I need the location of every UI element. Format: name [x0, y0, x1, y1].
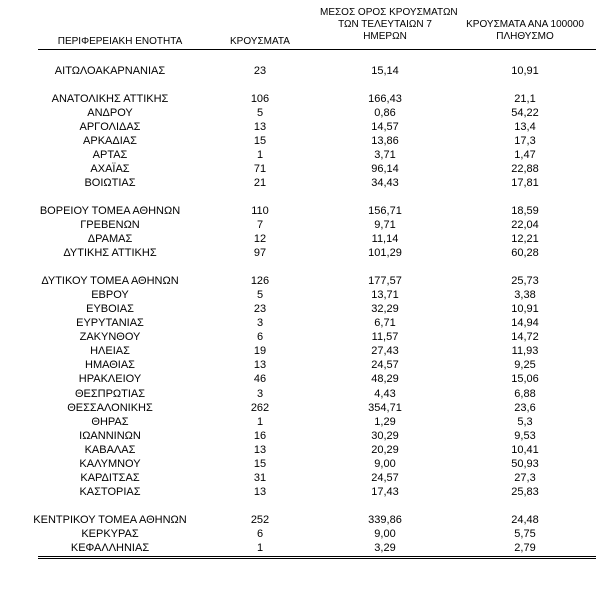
region-cell: ΘΕΣΠΡΩΤΙΑΣ — [74, 387, 146, 400]
per100k-cell: 60,28 — [511, 247, 539, 260]
cases-cell: 262 — [250, 401, 270, 414]
avg-cell: 20,29 — [371, 443, 399, 456]
avg-cell: 0,86 — [374, 106, 396, 119]
cases-cell: 7 — [256, 218, 264, 231]
header-region: ΠΕΡΙΦΕΡΕΙΑΚΗ ΕΝΟΤΗΤΑ — [57, 36, 183, 47]
cases-cell: 1 — [256, 415, 264, 428]
per100k-cell: 10,91 — [511, 302, 539, 315]
region-cell: ΚΑΛΥΜΝΟΥ — [79, 458, 141, 470]
avg-cell: 11,57 — [371, 331, 399, 344]
avg-cell: 166,43 — [368, 92, 402, 105]
table-row — [0, 344, 600, 358]
cases-cell: 15 — [253, 458, 267, 470]
cases-cell: 6 — [256, 527, 264, 540]
table-row — [0, 415, 600, 429]
region-cell: ΓΡΕΒΕΝΩΝ — [80, 218, 140, 231]
per100k-cell: 9,53 — [514, 429, 536, 442]
region-cell: ΑΙΤΩΛΟΑΚΑΡΝΑΝΙΑΣ — [54, 65, 166, 77]
cases-cell: 21 — [253, 177, 267, 190]
header-avg-line1: ΜΕΣΟΣ ΟΡΟΣ ΚΡΟΥΣΜΑΤΩΝ — [320, 7, 458, 18]
cases-cell: 13 — [253, 359, 267, 372]
table-row — [0, 372, 600, 386]
per100k-cell: 24,48 — [511, 513, 539, 526]
cases-cell: 1 — [256, 542, 264, 554]
table-row — [0, 92, 600, 106]
region-cell: ΚΑΡΔΙΤΣΑΣ — [80, 472, 140, 485]
table-row — [0, 358, 600, 372]
cases-cell: 16 — [253, 429, 267, 442]
header-avg-line3: ΗΜΕΡΩΝ — [363, 31, 407, 42]
per100k-cell: 54,22 — [511, 106, 539, 119]
region-cell: ΑΡΓΟΛΙΔΑΣ — [79, 120, 141, 133]
cases-cell: 5 — [256, 106, 264, 119]
region-cell: ΘΕΣΣΑΛΟΝΙΚΗΣ — [67, 401, 153, 414]
cases-cell: 97 — [253, 247, 267, 260]
region-cell: ΙΩΑΝΝΙΝΩΝ — [79, 429, 141, 442]
per100k-cell: 23,6 — [514, 401, 536, 414]
per100k-cell: 27,3 — [514, 472, 536, 485]
avg-cell: 27,43 — [371, 345, 399, 358]
per100k-cell: 17,81 — [511, 177, 539, 190]
per100k-cell: 22,04 — [511, 218, 539, 231]
cases-cell: 13 — [253, 443, 267, 456]
table-row — [0, 471, 600, 485]
avg-cell: 11,14 — [371, 233, 399, 245]
cases-cell: 106 — [250, 92, 270, 105]
region-cell: ΑΡΚΑΔΙΑΣ — [83, 134, 137, 147]
avg-cell: 9,00 — [374, 527, 396, 540]
cases-cell: 46 — [253, 373, 267, 386]
per100k-cell: 21,1 — [514, 92, 536, 105]
per100k-cell: 10,41 — [511, 443, 539, 456]
per100k-cell: 5,75 — [514, 527, 536, 540]
table-row — [0, 429, 600, 443]
per100k-cell: 1,47 — [514, 149, 536, 161]
cases-cell: 3 — [256, 387, 264, 400]
table-row — [0, 485, 600, 499]
per100k-cell: 13,4 — [514, 120, 536, 133]
table-row — [0, 401, 600, 415]
avg-cell: 101,29 — [368, 247, 402, 260]
region-cell: ΑΧΑΪΑΣ — [90, 163, 130, 176]
table-row — [0, 134, 600, 148]
avg-cell: 1,29 — [374, 415, 396, 428]
table-row — [0, 541, 600, 555]
region-cell: ΗΡΑΚΛΕΙΟΥ — [78, 373, 142, 386]
per100k-cell: 17,3 — [514, 134, 536, 147]
per100k-cell: 9,25 — [514, 359, 536, 372]
avg-cell: 3,71 — [374, 149, 396, 161]
table-row — [0, 288, 600, 302]
region-cell: ΕΒΡΟΥ — [91, 288, 129, 301]
per100k-cell: 14,72 — [511, 331, 539, 344]
cases-cell: 3 — [256, 317, 264, 329]
avg-cell: 9,00 — [374, 458, 396, 470]
cases-cell: 15 — [253, 134, 267, 147]
footer-rule-bottom — [38, 558, 596, 559]
avg-cell: 48,29 — [371, 373, 399, 386]
avg-cell: 96,14 — [371, 163, 399, 176]
per100k-cell: 18,59 — [511, 204, 539, 217]
region-cell: ΘΗΡΑΣ — [91, 415, 129, 428]
table-row — [0, 106, 600, 120]
cases-cell: 6 — [256, 331, 264, 344]
avg-cell: 17,43 — [371, 486, 399, 499]
avg-cell: 24,57 — [371, 472, 399, 485]
region-cell: ΚΑΣΤΟΡΙΑΣ — [79, 486, 141, 499]
table-row — [0, 457, 600, 471]
avg-cell: 34,43 — [371, 177, 399, 190]
region-cell: ΗΜΑΘΙΑΣ — [85, 359, 135, 372]
header-per100k-line1: ΚΡΟΥΣΜΑΤΑ ΑΝΑ 100000 — [466, 19, 584, 30]
avg-cell: 9,71 — [374, 218, 396, 231]
footer-rule-top — [38, 556, 596, 557]
region-cell: ΑΝΑΤΟΛΙΚΗΣ ΑΤΤΙΚΗΣ — [51, 92, 169, 105]
cases-cell: 126 — [250, 274, 270, 287]
avg-cell: 3,29 — [374, 542, 396, 554]
avg-cell: 6,71 — [374, 317, 396, 329]
table-row — [0, 176, 600, 190]
avg-cell: 339,86 — [368, 513, 402, 526]
region-cell: ΒΟΙΩΤΙΑΣ — [84, 177, 136, 190]
per100k-cell: 25,73 — [511, 274, 539, 287]
header-per100k-line2: ΠΛΗΘΥΣΜΟ — [496, 31, 554, 42]
cases-cell: 1 — [256, 149, 264, 161]
region-cell: ΕΥΡΥΤΑΝΙΑΣ — [76, 317, 144, 329]
region-cell: ΚΕΦΑΛΛΗΝΙΑΣ — [70, 542, 150, 554]
region-cell: ΕΥΒΟΙΑΣ — [86, 302, 134, 315]
avg-cell: 177,57 — [368, 274, 402, 287]
region-cell: ΑΡΤΑΣ — [92, 149, 128, 161]
avg-cell: 13,86 — [371, 134, 399, 147]
cases-cell: 110 — [251, 204, 269, 217]
per100k-cell: 11,93 — [511, 345, 539, 358]
cases-cell: 5 — [256, 288, 264, 301]
region-cell: ΚΕΝΤΡΙΚΟΥ ΤΟΜΕΑ ΑΘΗΝΩΝ — [33, 513, 187, 526]
avg-cell: 15,14 — [371, 65, 399, 77]
avg-cell: 14,57 — [371, 120, 399, 133]
table-row — [0, 162, 600, 176]
region-cell: ΔΡΑΜΑΣ — [87, 233, 133, 245]
per100k-cell: 10,91 — [511, 65, 539, 77]
per100k-cell: 22,88 — [511, 163, 539, 176]
avg-cell: 156,71 — [368, 204, 402, 217]
region-cell: ΔΥΤΙΚΗΣ ΑΤΤΙΚΗΣ — [63, 247, 157, 260]
table-row — [0, 387, 600, 401]
per100k-cell: 15,06 — [511, 373, 539, 386]
region-cell: ΖΑΚΥΝΘΟΥ — [79, 331, 141, 344]
per100k-cell: 12,21 — [511, 233, 539, 245]
table-row — [0, 513, 600, 527]
region-cell: ΗΛΕΙΑΣ — [90, 345, 130, 358]
table-row — [0, 64, 600, 78]
table-row — [0, 316, 600, 330]
table-row — [0, 232, 600, 246]
per100k-cell: 14,94 — [511, 317, 539, 329]
per100k-cell: 6,88 — [514, 387, 536, 400]
cases-cell: 252 — [250, 513, 270, 526]
header-avg-line2: ΤΩΝ ΤΕΛΕΥΤΑΙΩΝ 7 — [338, 19, 432, 30]
cases-cell: 23 — [253, 302, 267, 315]
per100k-cell: 2,79 — [514, 542, 536, 554]
table-row — [0, 246, 600, 260]
avg-cell: 24,57 — [371, 359, 399, 372]
per100k-cell: 25,83 — [511, 486, 539, 499]
avg-cell: 30,29 — [371, 429, 399, 442]
region-cell: ΚΑΒΑΛΑΣ — [84, 443, 136, 456]
per100k-cell: 50,93 — [511, 458, 539, 470]
region-cell: ΒΟΡΕΙΟΥ ΤΟΜΕΑ ΑΘΗΝΩΝ — [39, 204, 181, 217]
avg-cell: 13,71 — [371, 288, 399, 301]
cases-cell: 19 — [253, 345, 267, 358]
table-row — [0, 330, 600, 344]
table-row — [0, 443, 600, 457]
cases-cell: 13 — [253, 120, 267, 133]
cases-cell: 71 — [253, 163, 267, 176]
cases-cell: 12 — [253, 233, 267, 245]
region-cell: ΑΝΔΡΟΥ — [87, 106, 133, 119]
table-row — [0, 302, 600, 316]
table-row — [0, 204, 600, 218]
table-row — [0, 148, 600, 162]
cases-cell: 31 — [253, 472, 267, 485]
table-row — [0, 120, 600, 134]
per100k-cell: 3,38 — [514, 288, 536, 301]
avg-cell: 354,71 — [368, 401, 402, 414]
cases-cell: 23 — [253, 65, 267, 77]
table-row — [0, 527, 600, 541]
region-cell: ΔΥΤΙΚΟΥ ΤΟΜΕΑ ΑΘΗΝΩΝ — [41, 274, 179, 287]
table-row — [0, 218, 600, 232]
avg-cell: 32,29 — [371, 302, 399, 315]
table-row — [0, 274, 600, 288]
region-cell: ΚΕΡΚΥΡΑΣ — [81, 527, 139, 540]
header-cases: ΚΡΟΥΣΜΑΤΑ — [230, 36, 290, 47]
per100k-cell: 5,3 — [517, 415, 533, 428]
cases-cell: 13 — [253, 486, 267, 499]
avg-cell: 4,43 — [374, 387, 396, 400]
